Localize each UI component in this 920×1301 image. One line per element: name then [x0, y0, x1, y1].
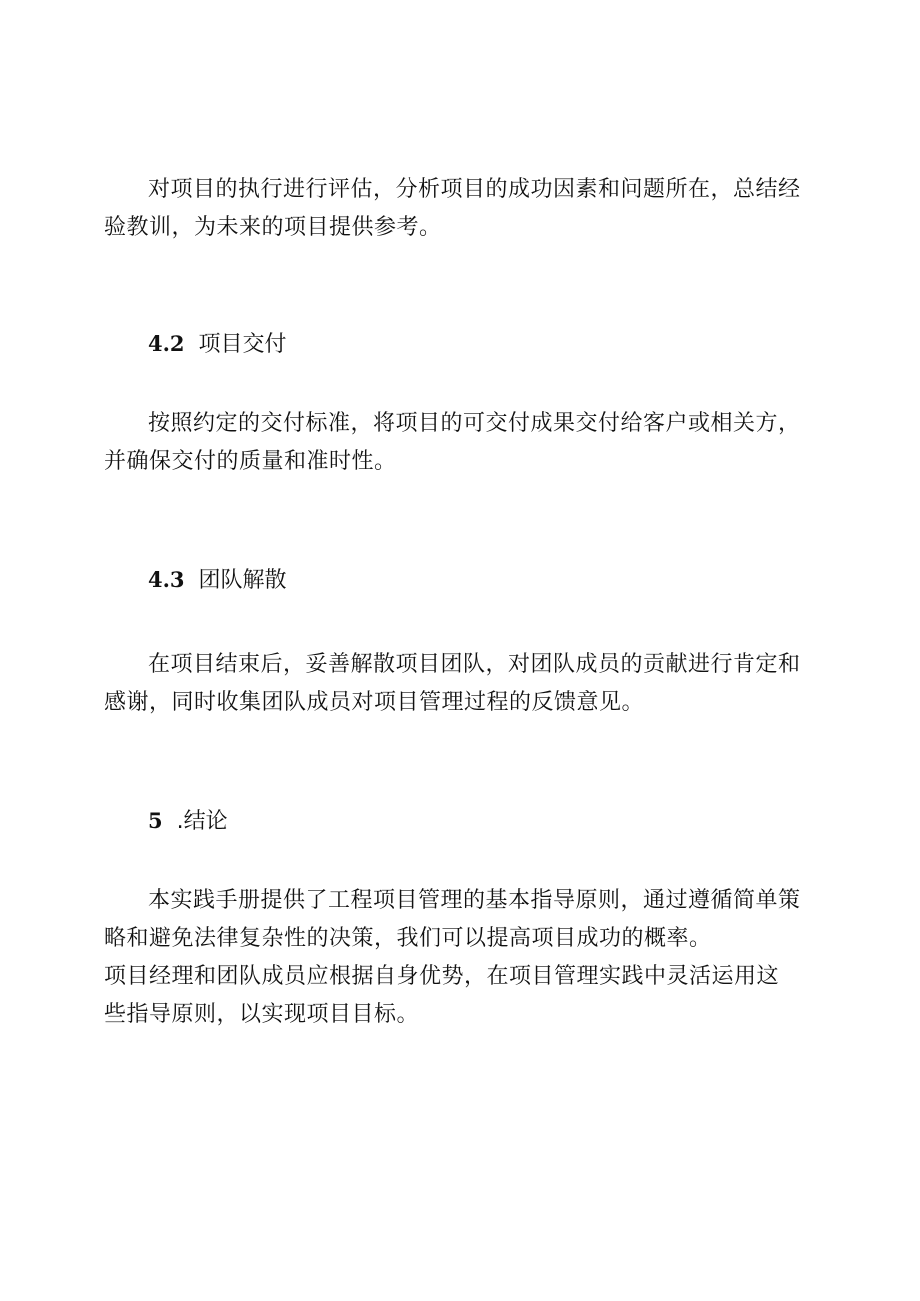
- paragraph-team-dissolution: [104, 646, 820, 722]
- paragraph-line: 项目经理和团队成员应根据自身优势，在项目管理实践中灵活运用这: [104, 964, 780, 989]
- paragraph-line: 在项目结束后，妥善解散项目团队，对团队成员的贡献进行肯定和: [148, 652, 801, 677]
- section-title: 项目交付: [198, 332, 287, 357]
- paragraph-evaluation: [104, 171, 820, 247]
- paragraph-conclusion: [104, 882, 820, 1034]
- paragraph-line: 些指导原则，以实现项目目标。: [104, 1002, 420, 1027]
- paragraph-line: 感谢，同时收集团队成员对项目管理过程的反馈意见。: [104, 690, 645, 715]
- section-heading-4-2: [148, 329, 287, 360]
- paragraph-line: 本实践手册提供了工程项目管理的基本指导原则，通过遵循简单策: [148, 888, 801, 913]
- paragraph-line: 按照约定的交付标准，将项目的可交付成果交付给客户或相关方，: [148, 411, 801, 436]
- section-heading-4-3: [148, 565, 287, 596]
- section-number: 4.2: [148, 331, 185, 356]
- paragraph-line: 略和避免法律复杂性的决策，我们可以提高项目成功的概率。: [104, 926, 712, 951]
- paragraph-line: 验教训，为未来的项目提供参考。: [104, 215, 442, 240]
- paragraph-line: 并确保交付的质量和准时性。: [104, 449, 397, 474]
- section-number: 4.3: [148, 567, 185, 592]
- paragraph-delivery: [104, 405, 820, 481]
- section-number: 5: [148, 808, 163, 833]
- section-heading-5: [148, 806, 228, 837]
- paragraph-line: 对项目的执行进行评估，分析项目的成功因素和问题所在，总结经: [148, 177, 801, 202]
- section-title: 团队解散: [198, 568, 287, 593]
- section-title: .结论: [176, 809, 228, 834]
